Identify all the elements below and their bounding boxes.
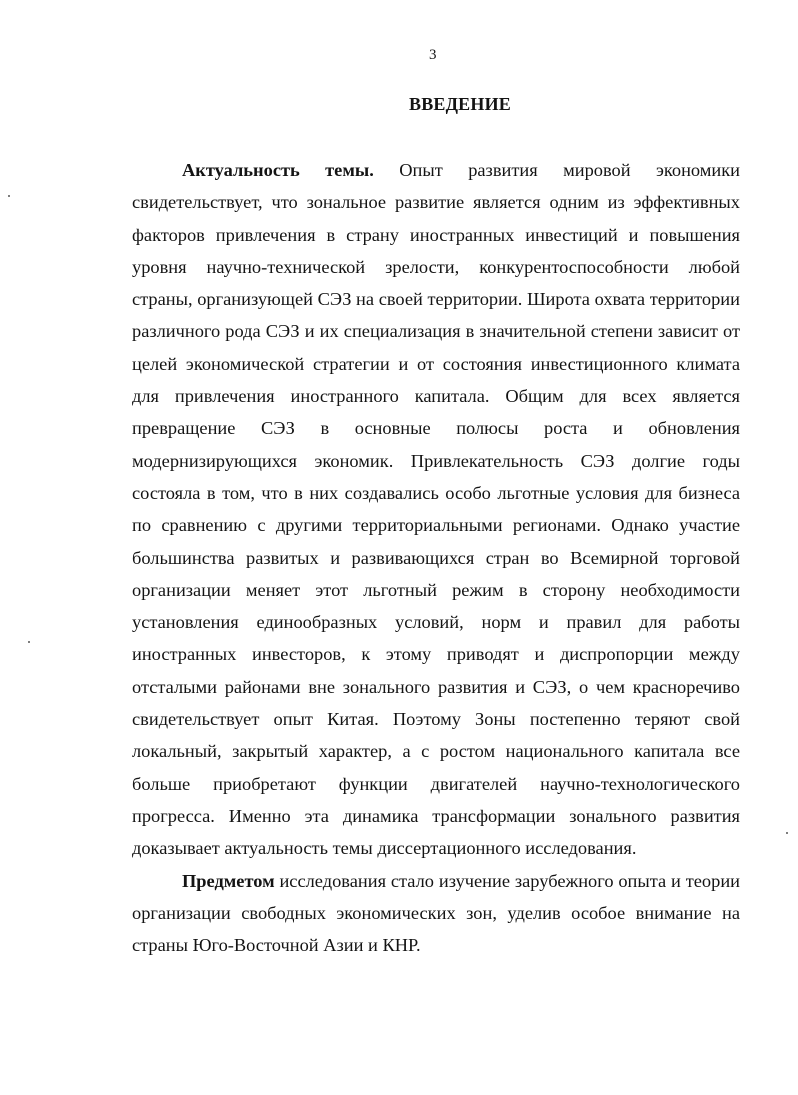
paragraph-body: Опыт развития мировой экономики свидетельствует, что зональное развитие является одним из эффективных факторов привлечения в страну иностранных инвестиций и повышения уровня научно-технической зрелости, конкурентоспособности любой страны, организующей СЭЗ на своей территории. Широта охвата территории различного рода СЭЗ и их специализация в значительной степени зависит от целей экономической стратегии и от состояния инвестиционного климата для привлечения иностранного капитала. Общим для всех является превращение СЭЗ в основные полюсы роста и обновления модернизирующихся экономик. Привлекательность СЭЗ долгие годы состояла в том, что в них создавались особо льготные условия для бизнеса по сравнению с другими территориальными регионами. Однако участие большинства развитых и развивающихся стран во Всемирной торговой организации меняет этот льготный режим в сторону необходимости установления единообразных условий, норм и правил для работы иностранных инвесторов, к этому приводят и диспропорции между отсталыми районами вне зонального развития и СЭЗ, о чем красноречиво свидетельствует опыт Китая. Поэтому Зоны постепенно теряют свой локальный, закрытый характер, а с ростом национального капитала все больше приобретают функции двигателей научно-технологического прогресса. Именно эта динамика трансформации зонального развития доказывает актуальность темы диссертационного исследования. <box>132 160 741 859</box>
paragraph-relevance <box>132 154 740 865</box>
paragraph-lead: Предметом <box>182 870 275 891</box>
scan-speck <box>28 641 30 643</box>
page-number-text: 3 <box>429 47 437 63</box>
section-heading: ВВЕДЕНИЕ <box>408 94 511 114</box>
paragraph-body: исследования стало изучение зарубежного опыта и теории организации свободных экономических зон, уделив особое внимание на страны Юго-Восточной Азии и КНР. <box>132 870 740 956</box>
scan-speck <box>8 195 10 197</box>
paragraph-lead: Актуальность темы. <box>182 160 374 180</box>
body-text <box>132 154 740 961</box>
paragraph-subject <box>132 865 740 962</box>
scan-speck <box>786 832 788 834</box>
